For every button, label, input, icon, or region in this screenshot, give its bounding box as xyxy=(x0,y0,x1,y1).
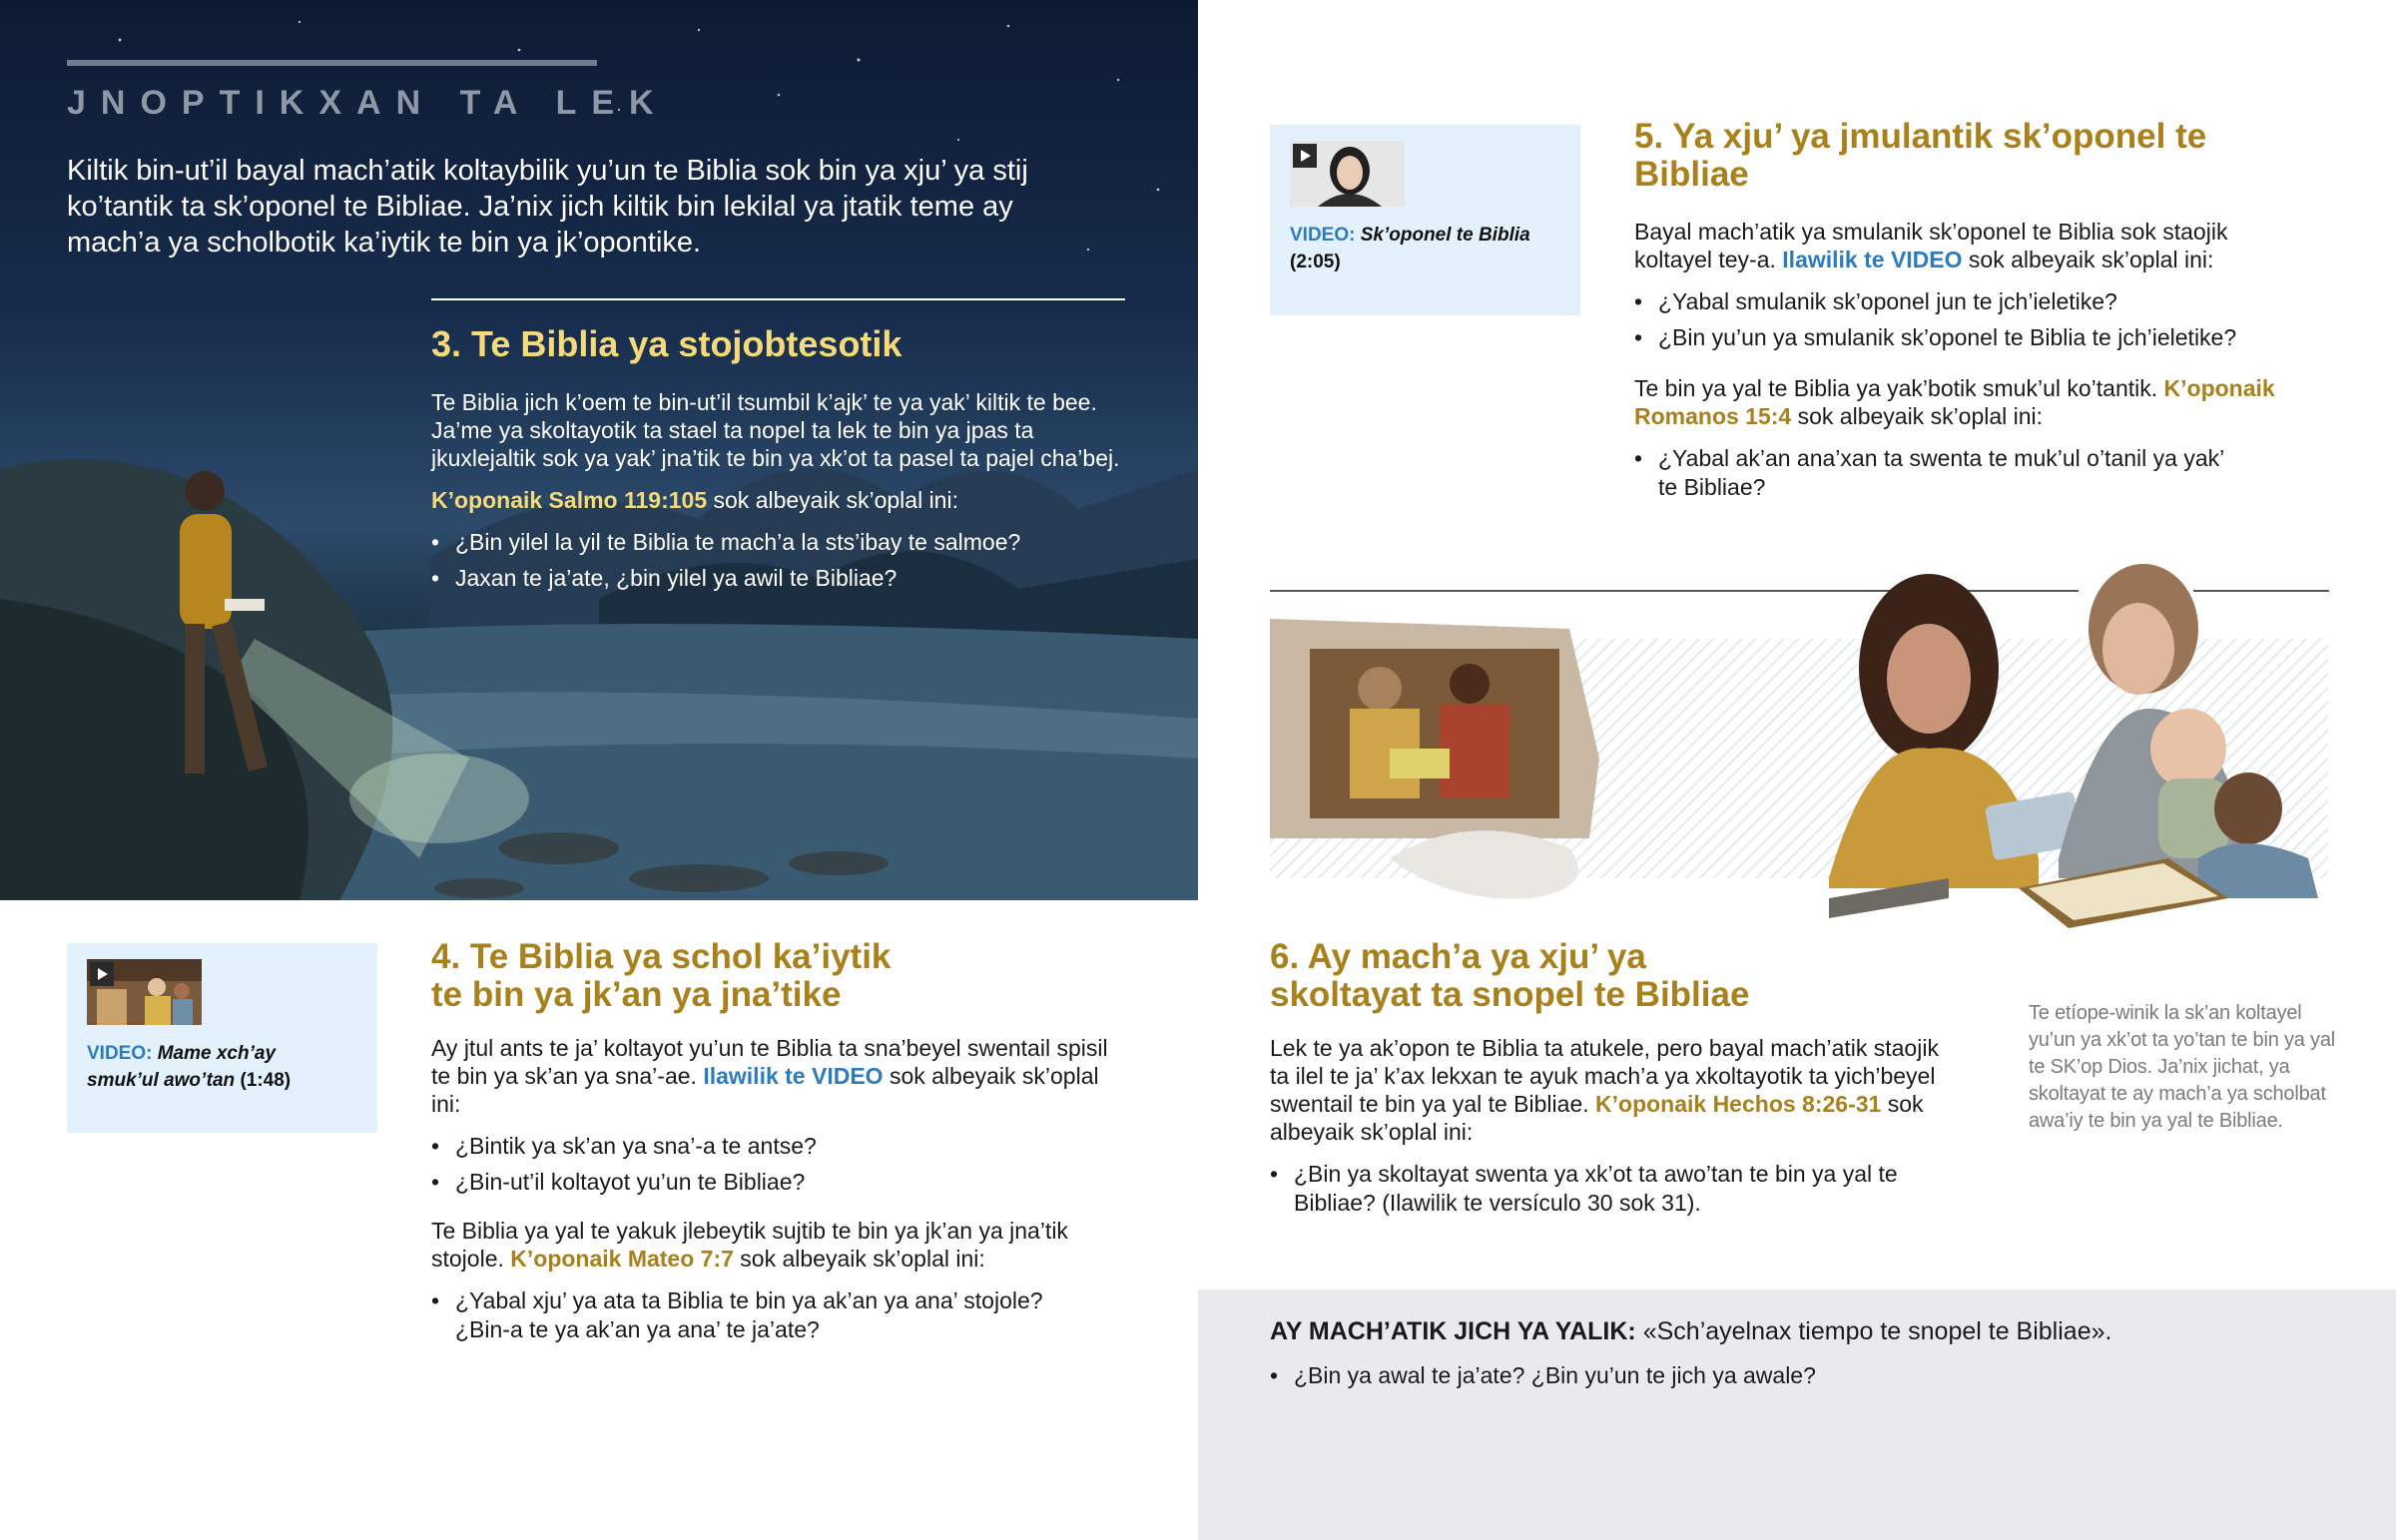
night-hero-panel xyxy=(0,0,1198,900)
bible-study-illustration xyxy=(1270,559,2396,958)
section-5-paragraph-2: Te bin ya yal te Biblia ya yak’botik smuk’ul ko’tantik. K’oponaik Romanos 15:4 sok albeyaik sk’oplal ini: xyxy=(1634,375,2275,429)
section-6-title: 6. Ay mach’a ya xju’ ya skoltayat ta snopel te Bibliae xyxy=(1270,937,1750,1014)
video-caption: VIDEO: Sk’oponel te Biblia (2:05) xyxy=(1290,225,1530,272)
video-card-skoponel[interactable] xyxy=(1270,125,1580,315)
video-thumbnail[interactable] xyxy=(1290,141,1405,207)
section-4-paragraph-2: Te Biblia ya yal te yakuk jlebeytik sujtib te bin ya jk’an ya jna’tik stojole. K’oponaik Mateo 7:7 sok albeyaik sk’oplal ini: xyxy=(431,1218,1068,1272)
scripture-link-salmo[interactable]: K’oponaik Salmo 119:105 xyxy=(431,487,708,513)
question-item: • ¿Bin ya awal te ja’ate? ¿Bin yu’un te jich ya awale? xyxy=(1270,1361,2268,1390)
kicker-rule xyxy=(67,60,597,66)
illustration-caption: Te etíope-winik la sk’an koltayel yu’un ya xk’ot ta yo’tan te bin ya yal te SK’op Dios. Ja’nix jichat, ya skoltayat te ay mach’a ya scholbat awa’iy te bin ya yal te Bibliae. xyxy=(2029,1002,2336,1132)
question-item: • ¿Yabal ak’an ana’xan ta swenta te muk’ul o’tanil ya yak’ te Bibliae? xyxy=(1634,444,2233,502)
section-4-questions-b xyxy=(431,1286,1130,1344)
video-card-mame[interactable] xyxy=(67,943,377,1133)
scripture-link-romanos[interactable]: K’oponaik Romanos 15:4 xyxy=(1634,375,2275,429)
section-3 xyxy=(431,323,1130,600)
section-5-title: 5. Ya xju’ ya jmulantik sk’oponel te Bibliae xyxy=(1634,117,2207,194)
question-item: • ¿Bintik ya sk’an ya sna’-a te antse? xyxy=(431,1132,1130,1161)
video-link[interactable]: Ilawilik te VIDEO xyxy=(703,1063,884,1089)
section-3-title: 3. Te Biblia ya stojobtesotik xyxy=(431,323,902,364)
section-5-questions-b xyxy=(1634,444,2293,502)
play-icon[interactable] xyxy=(90,962,114,986)
section-4 xyxy=(431,938,1130,1351)
section-3-rule xyxy=(431,298,1125,300)
section-6-questions xyxy=(1270,1160,1939,1218)
video-link[interactable]: Ilawilik te VIDEO xyxy=(1782,247,1963,272)
lesson-intro: Kiltik bin-ut’il bayal mach’atik koltaybilik yu’un te Biblia sok bin ya xju’ ya stij ko’tantik ta sk’oponel te Bibliae. Ja’nix jich kiltik bin lekilal ya jtatik teme ay mach’a ya scholbotik ka’iytik te bin ya jk’opontike. xyxy=(67,155,1028,258)
section-4-title: 4. Te Biblia ya schol ka’iytik te bin ya jk’an ya jna’tike xyxy=(431,937,892,1014)
section-5-questions-a xyxy=(1634,287,2293,352)
objection-box xyxy=(1198,1289,2396,1540)
video-caption: VIDEO: Mame xch’ay smuk’ul awo’tan (1:48) xyxy=(87,1043,292,1091)
question-item: • ¿Yabal xju’ ya ata ta Biblia te bin ya ak’an ya ana’ stojole? ¿Bin-a te ya ak’an ya ana’ te ja’ate? xyxy=(431,1286,1070,1344)
scripture-link-mateo[interactable]: K’oponaik Mateo 7:7 xyxy=(510,1246,734,1272)
section-6-paragraph: Lek te ya ak’opon te Biblia ta atukele, pero bayal mach’atik staojik ta ilel te ja’ k’ax lekxan te ayuk mach’a ya xkoltayotik ta yich’beyel swentail te bin ya yal te Bibliae. K’oponaik Hechos 8:26-31 sok albeyaik sk’oplal ini: xyxy=(1270,1035,1939,1145)
question-item: • ¿Bin-ut’il koltayot yu’un te Bibliae? xyxy=(431,1168,1130,1197)
section-3-read-instruction: K’oponaik Salmo 119:105 sok albeyaik sk’oplal ini: xyxy=(431,487,958,513)
section-6 xyxy=(1270,938,1939,1225)
section-4-paragraph-1: Ay jtul ants te ja’ koltayot yu’un te Biblia ta sna’beyel swentail spisil te bin ya sk’an ya sna’-ae. Ilawilik te VIDEO sok albeyaik sk’oplal ini: xyxy=(431,1035,1108,1117)
question-item: • ¿Bin yu’un ya smulanik sk’oponel te Biblia te jch’ieletike? xyxy=(1634,323,2293,352)
video-thumbnail[interactable] xyxy=(87,959,202,1025)
play-icon[interactable] xyxy=(1293,144,1317,168)
section-4-questions-a xyxy=(431,1132,1130,1197)
lesson-kicker: JNOPTIKXAN TA LEK xyxy=(67,84,669,122)
question-item: • Jaxan te ja’ate, ¿bin yilel ya awil te Bibliae? xyxy=(431,564,1130,593)
scripture-link-hechos[interactable]: K’oponaik Hechos 8:26-31 xyxy=(1595,1091,1882,1117)
section-3-body: Te Biblia jich k’oem te bin-ut’il tsumbil k’ajk’ te ya yak’ kiltik te bee. Ja’me ya skoltayotik ta stael ta nopel ta lek te bin ya jpas ta jkuxlejaltik sok ya yak’ jna’tik te bin ya xk’ot ta pasel ta pajel cha’bej. xyxy=(431,389,1120,471)
question-item: • ¿Bin yilel la yil te Biblia te mach’a la sts’ibay te salmoe? xyxy=(431,528,1130,557)
question-item: • ¿Yabal smulanik sk’oponel jun te jch’ieletike? xyxy=(1634,287,2293,316)
objection-heading: AY MACH’ATIK JICH YA YALIK: «Sch’ayelnax tiempo te snopel te Bibliae». xyxy=(1270,1317,2112,1345)
section-5-paragraph-1: Bayal mach’atik ya smulanik sk’oponel te Biblia sok staojik koltayel tey-a. Ilawilik te VIDEO sok albeyaik sk’oplal ini: xyxy=(1634,219,2228,272)
objection-questions xyxy=(1270,1361,2268,1397)
section-3-questions xyxy=(431,528,1130,593)
question-item: • ¿Bin ya skoltayat swenta ya xk’ot ta awo’tan te bin ya yal te Bibliae? (Ilawilik te versículo 30 sok 31). xyxy=(1270,1160,1909,1218)
section-5 xyxy=(1634,118,2293,509)
